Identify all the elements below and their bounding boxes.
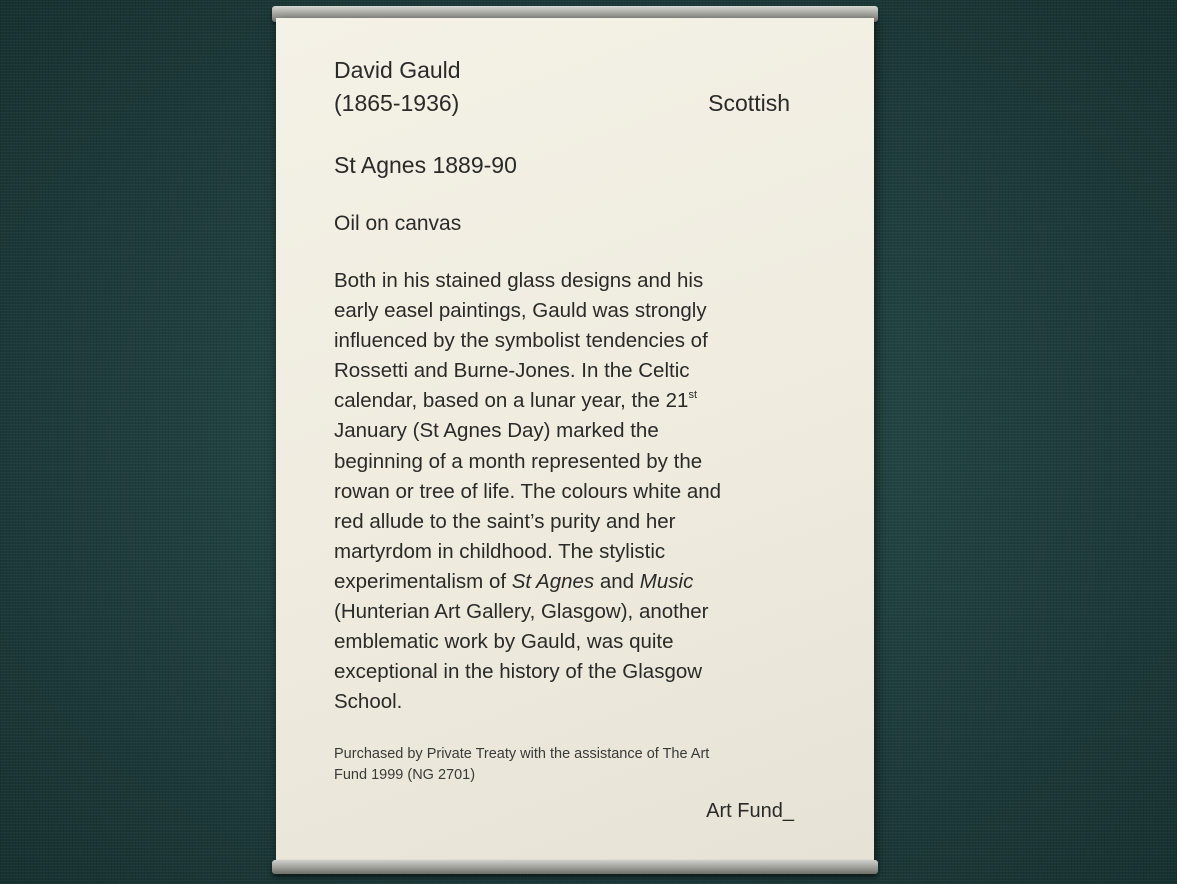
acquisition-credit [334,744,814,786]
artwork-reference-st-agnes: St Agnes [511,569,595,593]
museum-label-card [276,18,874,862]
description-line: exceptional in the history of the Glasgow [334,660,703,684]
description-line [334,386,804,416]
description-line: emblematic work by Gauld, was quite [334,630,674,654]
description-line: influenced by the symbolist tendencies of [334,329,708,353]
artwork-description [334,266,804,717]
label-holder-bottom-rail [272,860,878,874]
artist-name: David Gauld [334,57,461,83]
description-line: red allude to the saint’s purity and her [334,509,676,533]
artist-dates: (1865-1936) [334,90,460,116]
description-line: School. [334,690,403,714]
art-fund-logo: Art Fund_ [706,800,794,822]
description-line: early easel paintings, Gauld was strongly [334,299,707,323]
artwork-title: St Agnes 1889-90 [334,152,517,178]
artwork-medium: Oil on canvas [334,212,462,235]
description-line: rowan or tree of life. The colours white and [334,479,722,503]
credit-line: Purchased by Private Treaty with the assistance of The Art [334,746,710,762]
description-line: January (St Agnes Day) marked the [334,419,659,443]
artist-nationality: Scottish [708,90,790,116]
description-line: martyrdom in childhood. The stylistic [334,539,666,563]
description-line: beginning of a month represented by the [334,449,703,473]
description-text: and [594,569,640,593]
description-text: calendar, based on a lunar year, the 21 [334,389,689,413]
artwork-reference-music: Music [639,569,694,593]
ordinal-suffix: st [688,389,698,402]
credit-line: Fund 1999 (NG 2701) [334,767,476,783]
description-line: (Hunterian Art Gallery, Glasgow), another [334,600,709,624]
description-text: experimentalism of [334,569,512,593]
description-line [334,567,804,597]
description-line: Both in his stained glass designs and his [334,269,704,292]
description-line: Rossetti and Burne-Jones. In the Celtic [334,359,690,383]
